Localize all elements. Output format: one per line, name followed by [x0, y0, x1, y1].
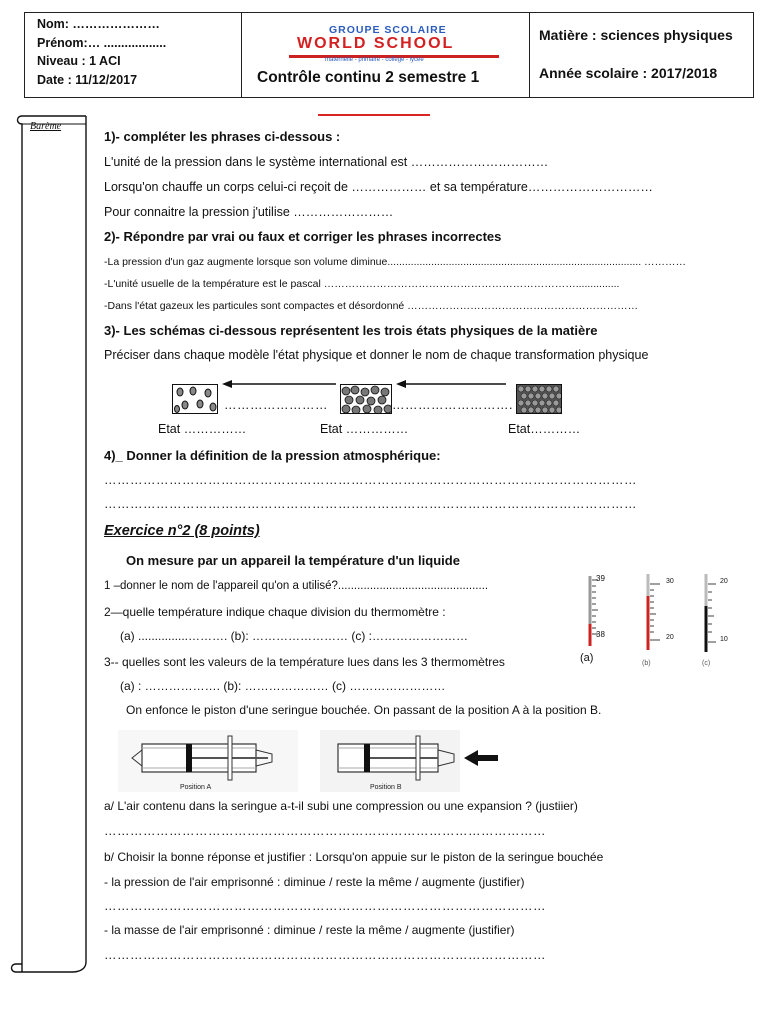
syringe-position-b: [320, 728, 500, 794]
thermometer-a: [582, 576, 598, 648]
q2-statement-a: -La pression d'un gaz augmente lorsque son volume diminue....................................................................................... …………: [104, 256, 687, 268]
thermometers-figure: [578, 572, 728, 668]
state-solid-box: [516, 384, 562, 414]
school-tagline: maternelle - primaire - collège - lycée: [325, 57, 424, 63]
ex2-q1: 1 –donner le nom de l'appareil qu'on a utilisé?...............................................: [104, 580, 489, 592]
title-underline: [318, 114, 430, 116]
ex2-q2-answers: (a) ...............………. (b): …………………… (c) :……………………: [120, 629, 469, 643]
etat-liquid-label: Etat ……………: [320, 422, 409, 436]
matiere-field: Matière : sciences physiques: [539, 27, 733, 43]
student-info-cell: [25, 13, 242, 97]
bareme-label: Barème: [30, 121, 62, 132]
thermo-b-bottom-tick: 20: [666, 634, 674, 641]
header-table: [24, 12, 754, 98]
thermo-a-bottom-tick: 38: [596, 630, 605, 639]
thermo-b-label: (b): [642, 660, 651, 667]
date-field: Date : 11/12/2017: [37, 73, 138, 87]
bareme-scroll-frame: [10, 104, 90, 984]
thermo-b-top-tick: 30: [666, 578, 674, 585]
niveau-field: Niveau : 1 ACI: [37, 54, 121, 68]
q4-answer-line-1: ……………………………………………………………………………………………………………: [104, 473, 637, 487]
thermometer-c: [698, 574, 720, 654]
ex2-intro: On mesure par un appareil la température d'un liquide: [126, 553, 460, 568]
page-title: Contrôle continu 2 semestre 1: [257, 69, 480, 86]
thermo-a-top-tick: 39: [596, 574, 605, 583]
q1-sentence-b: Lorsqu'on chauffe un corps celui-ci reçoit de ……………… et sa température…………………………: [104, 180, 653, 194]
exercise-2-title: Exercice n°2 (8 points): [104, 523, 260, 539]
thermo-a-label: (a): [580, 652, 594, 664]
prenom-field: Prénom:… ..................: [37, 36, 167, 50]
school-name-logo: WORLD SCHOOL: [297, 35, 455, 52]
q3-instruction: Préciser dans chaque modèle l'état physique et donner le nom de chaque transformation physique: [104, 348, 649, 362]
ex2-question-b1: - la pression de l'air emprisonné : diminue / reste la même / augmente (justifier): [104, 875, 525, 889]
nom-field: Nom: …………………: [37, 17, 160, 31]
thermo-c-top-tick: 20: [720, 578, 728, 585]
transformation-2-blank: ……………………….: [392, 398, 513, 412]
solid-particles: [517, 385, 562, 414]
annee-field: Année scolaire : 2017/2018: [539, 65, 718, 81]
q4-answer-line-2: ……………………………………………………………………………………………………………: [104, 497, 637, 511]
question-a-answer-line: …………………………………………………………………………………………: [104, 824, 546, 838]
transformation-arrows: [218, 376, 518, 396]
q1-sentence-c: Pour connaitre la pression j'utilise ……………………: [104, 205, 394, 219]
school-group-label: GROUPE SCOLAIRE: [329, 24, 447, 36]
ex2-q3: 3-- quelles sont les valeurs de la température lues dans les 3 thermomètres: [104, 655, 505, 669]
ex2-question-a: a/ L'air contenu dans la seringue a-t-il subi une compression ou une expansion ? (justiier): [104, 799, 578, 813]
q1-sentence-a: L'unité de la pression dans le système international est ……………………………: [104, 155, 549, 169]
thermo-c-label: (c): [702, 660, 711, 667]
etat-gas-label: Etat ……………: [158, 422, 247, 436]
subject-cell: [529, 13, 753, 97]
gas-particles: [173, 385, 218, 414]
position-a-label: Position A: [180, 784, 212, 791]
ex2-q2: 2—quelle température indique chaque division du thermomètre :: [104, 605, 446, 619]
position-b-label: Position B: [370, 784, 402, 791]
etat-solid-label: Etat…………: [508, 422, 581, 436]
q2-statement-c: -Dans l'état gazeux les particules sont compactes et désordonné …………………………………………………………: [104, 300, 639, 312]
question-b2-answer-line: …………………………………………………………………………………………: [104, 948, 546, 962]
ex2-question-b: b/ Choisir la bonne réponse et justifier : Lorsqu'on appuie sur le piston de la seringue bouchée: [104, 850, 604, 864]
thermo-c-bottom-tick: 10: [720, 636, 728, 643]
ex2-question-b2: - la masse de l'air emprisonné : diminue / reste la même / augmente (justifier): [104, 923, 515, 937]
transformation-1-blank: ……………………: [224, 398, 328, 412]
q1-title: 1)- compléter les phrases ci-dessous :: [104, 129, 341, 144]
ex2-q3-answers: (a) : ………………. (b): ………………… (c) ……………………: [120, 679, 446, 693]
q2-statement-b: -L'unité usuelle de la température est le pascal ………………………………………………………………...............: [104, 278, 620, 290]
q3-title: 3)- Les schémas ci-dessous représentent les trois états physiques de la matière: [104, 323, 598, 338]
question-b1-answer-line: …………………………………………………………………………………………: [104, 899, 546, 913]
state-gas-box: [172, 384, 218, 414]
thermometer-b: [640, 574, 666, 652]
q2-title: 2)- Répondre par vrai ou faux et corriger les phrases incorrectes: [104, 229, 502, 244]
school-title-cell: [241, 13, 530, 97]
q4-title: 4)_ Donner la définition de la pression atmosphérique:: [104, 448, 441, 463]
syringe-intro: On enfonce le piston d'une seringue bouchée. On passant de la position A à la position B.: [126, 703, 602, 717]
